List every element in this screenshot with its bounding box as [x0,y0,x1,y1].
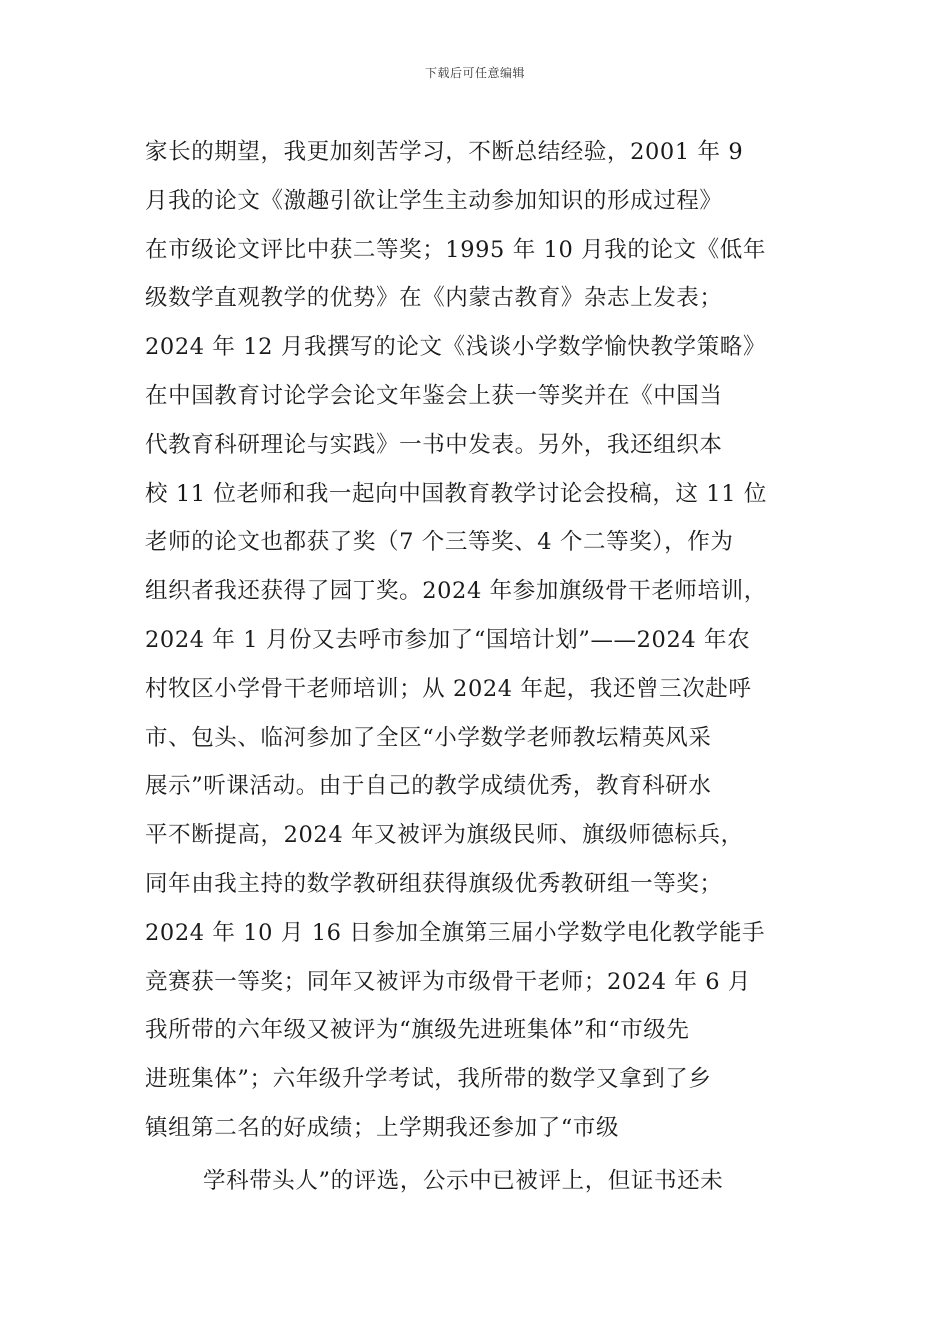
page-header: 下载后可任意编辑 [424,66,525,80]
text-line: 平不断提高，2024 年又被评为旗级民师、旗级师德标兵， [145,822,744,849]
text-line: 村牧区小学骨干老师培训；从 2024 年起，我还曾三次赴呼 [145,675,752,702]
text-line: 校 11 位老师和我一起向中国教育教学讨论会投稿，这 11 位 [145,480,767,507]
text-line: 在中国教育讨论学会论文年鉴会上获一等奖并在《中国当 [145,382,723,409]
document-body [145,128,825,1206]
text-line: 我所带的六年级又被评为“旗级先进班集体”和“市级先 [145,1017,690,1044]
text-line: 学科带头人”的评选，公示中已被评上，但证书还未 [203,1167,724,1194]
text-line: 老师的论文也都获了奖（7 个三等奖、4 个二等奖），作为 [145,529,734,556]
text-line: 展示”听课活动。由于自己的教学成绩优秀，教育科研水 [145,773,712,800]
text-line: 2024 年 10 月 16 日参加全旗第三届小学数学电化教学能手 [145,919,766,946]
paragraph [145,1157,825,1206]
text-line: 进班集体”；六年级升学考试，我所带的数学又拿到了乡 [145,1066,712,1093]
text-line: 家长的期望，我更加刻苦学习，不断总结经验，2001 年 9 [145,139,744,165]
text-line: 2024 年 12 月我撰写的论文《浅谈小学数学愉快教学策略》 [145,334,766,361]
text-line: 镇组第二名的好成绩；上学期我还参加了“市级 [145,1114,620,1141]
text-line: 级数学直观教学的优势》在《内蒙古教育》杂志上发表； [145,285,723,312]
text-line: 市、包头、临河参加了全区“小学数学老师教坛精英风采 [145,724,712,751]
text-line: 组织者我还获得了园丁奖。2024 年参加旗级骨干老师培训， [145,578,767,605]
text-line: 同年由我主持的数学教研组获得旗级优秀教研组一等奖； [145,870,723,897]
text-line: 月我的论文《激趣引欲让学生主动参加知识的形成过程》 [145,187,723,214]
text-line: 在市级论文评比中获二等奖；1995 年 10 月我的论文《低年 [145,236,766,263]
text-line: 代教育科研理论与实践》一书中发表。另外，我还组织本 [145,431,723,458]
text-line: 竞赛获一等奖；同年又被评为市级骨干老师；2024 年 6 月 [145,968,752,995]
text-line: 2024 年 1 月份又去呼市参加了“国培计划”——2024 年农 [145,626,751,653]
paragraph [145,128,825,1153]
